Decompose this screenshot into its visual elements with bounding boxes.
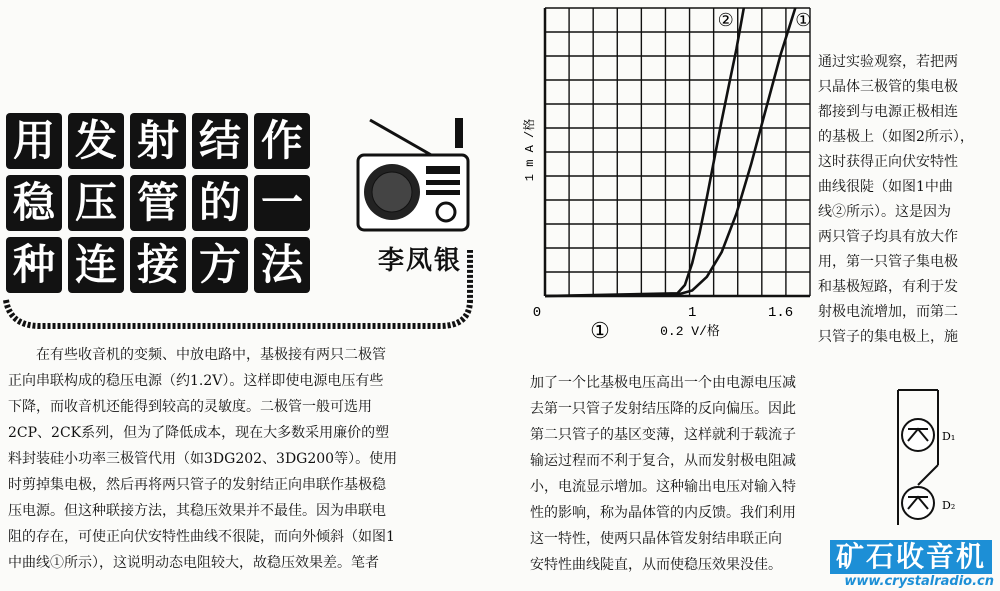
watermark-url: www.crystalradio.cn bbox=[844, 574, 994, 589]
title-char: 压 bbox=[68, 175, 124, 231]
middle-body-text bbox=[530, 370, 796, 578]
text-line: 阻的存在，可使正向伏安特性曲线不很陡，而向外倾斜（如图1 bbox=[8, 529, 395, 545]
text-line: 这时获得正向伏安特性 bbox=[818, 154, 958, 170]
series-label: ① bbox=[795, 10, 812, 31]
text-line: 只晶体三极管的集电极 bbox=[818, 79, 958, 95]
y-axis-label: 1 m A /格 bbox=[523, 118, 537, 182]
title-char: 结 bbox=[192, 113, 248, 169]
right-top-text bbox=[818, 50, 974, 350]
text-line: 加了一个比基极电压高出一个由电源电压减 bbox=[530, 375, 796, 391]
text-line: 正向串联构成的稳压电源（约1.2V）。这样即使电源电压有些 bbox=[8, 373, 384, 389]
text-line: 这一特性，使两只晶体管发射结串联正向 bbox=[530, 531, 782, 547]
text-line: 的基极上（如图2所示）， bbox=[818, 129, 974, 145]
text-line: 时剪掉集电极，然后再将两只管子的发射结正向串联作基极稳 bbox=[8, 477, 386, 493]
text-line: 安特性曲线陡直，从而使稳压效果没佳。 bbox=[530, 557, 782, 573]
figure-label: ① bbox=[590, 319, 610, 344]
text-line: 两只管子均具有放大作 bbox=[818, 229, 958, 245]
title-char: 射 bbox=[130, 113, 186, 169]
circuit-diagram bbox=[878, 385, 978, 535]
text-line: 用，第一只管子集电极 bbox=[818, 254, 958, 270]
text-line: 只管子的集电极上，施 bbox=[818, 329, 958, 345]
text-line: 2CP、2CK系列，但为了降低成本，现在大多数采用廉价的塑 bbox=[8, 425, 390, 441]
series-label: ② bbox=[717, 10, 734, 31]
text-line: 和基极短路，有利于发 bbox=[818, 279, 958, 295]
text-line: 下降，而收音机还能得到较高的灵敏度。二极管一般可选用 bbox=[8, 399, 372, 415]
tick-labels bbox=[533, 305, 793, 321]
label-d2: D₂ bbox=[942, 499, 956, 512]
text-line: 通过实验观察，若把两 bbox=[818, 54, 958, 70]
text-line: 线②所示）。这是因为 bbox=[818, 204, 951, 220]
grid bbox=[545, 8, 810, 296]
title-char: 的 bbox=[192, 175, 248, 231]
title-char: 发 bbox=[68, 113, 124, 169]
text-line: 在有些收音机的变频、中放电路中，基极接有两只二极管 bbox=[36, 347, 386, 363]
author: 李凤银 bbox=[378, 246, 463, 276]
text-line: 性的影响，称为晶体管的内反馈。我们利用 bbox=[530, 505, 796, 521]
x-tick-label: 0 bbox=[532, 305, 542, 321]
watermark-logo: 矿石收音机 bbox=[830, 540, 992, 574]
text-line: 第二只管子的基区变薄，这样就利于载流子 bbox=[530, 427, 796, 443]
text-line: 去第一只管子发射结压降的反向偏压。因此 bbox=[530, 401, 796, 417]
title-char: 稳 bbox=[6, 175, 62, 231]
text-line: 压电源。但这种联接方法，其稳压效果并不最佳。因为串联电 bbox=[8, 503, 386, 519]
text-line: 小，电流显示增加。这种输出电压对输入特 bbox=[530, 479, 796, 495]
title-char: 作 bbox=[254, 113, 310, 169]
x-axis-label: 0.2 V/格 bbox=[660, 324, 720, 339]
text-line: 料封装硅小功率三极管代用（如3DG202、3DG200等）。使用 bbox=[8, 451, 398, 467]
label-d1: D₁ bbox=[942, 430, 956, 443]
iv-curve-chart bbox=[515, 0, 815, 350]
text-line: 都接到与电源正极相连 bbox=[818, 104, 958, 120]
radio-illustration bbox=[0, 100, 480, 350]
title-char: 法 bbox=[254, 237, 310, 293]
left-body-text bbox=[8, 342, 397, 576]
title-char: 方 bbox=[192, 237, 248, 293]
title-char: 管 bbox=[130, 175, 186, 231]
title-char: 用 bbox=[6, 113, 62, 169]
x-tick-label: 1.6 bbox=[767, 305, 794, 321]
title-char: 连 bbox=[68, 237, 124, 293]
title-char: 种 bbox=[6, 237, 62, 293]
text-line: 射极电流增加，而第二 bbox=[818, 304, 958, 320]
text-line: 输运过程而不利于复合，从而发射极电阻减 bbox=[530, 453, 796, 469]
title-char: 接 bbox=[130, 237, 186, 293]
text-line: 曲线很陡（如图1中曲 bbox=[818, 179, 953, 195]
text-line: 中曲线①所示），这说明动态电阻较大，故稳压效果差。笔者 bbox=[8, 555, 379, 571]
x-tick-label: 1 bbox=[688, 305, 697, 321]
title-char: 一 bbox=[254, 175, 310, 231]
